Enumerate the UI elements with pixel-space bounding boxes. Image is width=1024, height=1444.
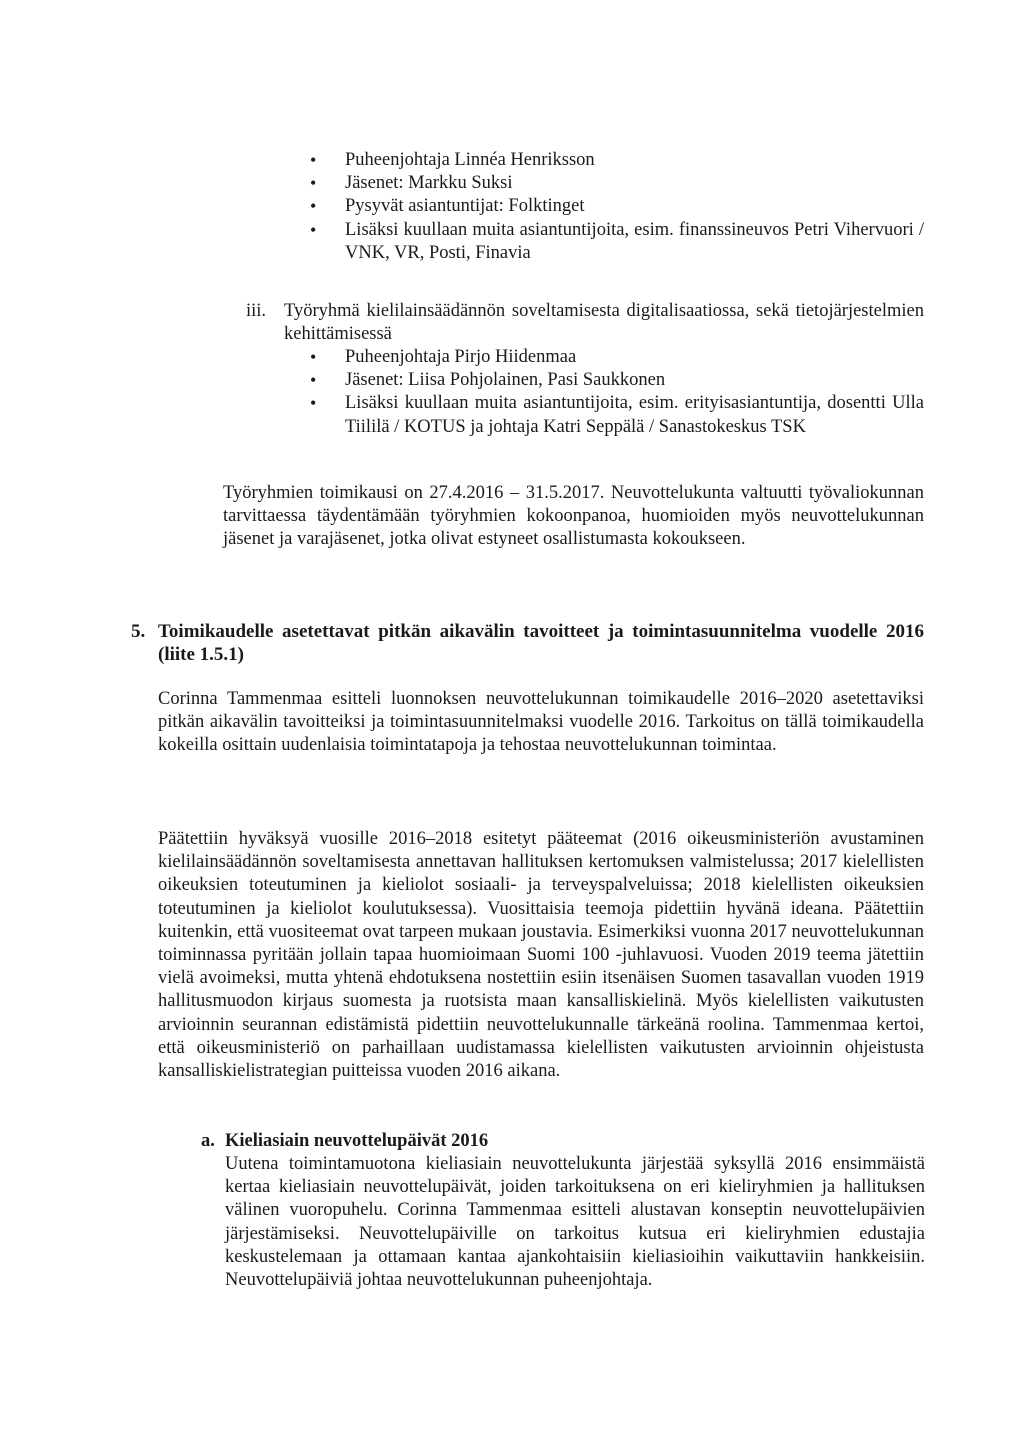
subsection-a-heading: Kieliasiain neuvottelupäivät 2016 xyxy=(225,1131,489,1151)
list-item: • Jäsenet: Liisa Pohjolainen, Pasi Saukkonen xyxy=(310,369,924,392)
list-item: • Lisäksi kuullaan muita asiantuntijoita, esim. finanssineuvos Petri Vihervuori / VNK, VR, Posti, Finavia xyxy=(310,219,924,265)
item-iii-title: Työryhmä kielilainsäädännön soveltamisesta digitalisaatiossa, sekä tietojärjestelmien kehittämisessä xyxy=(284,301,924,345)
list-item: • Pysyvät asiantuntijat: Folktinget xyxy=(310,195,924,218)
working-group-2-list xyxy=(310,149,924,265)
section-5-heading: Toimikaudelle asetettavat pitkän aikavälin tavoitteet ja toimintasuunnitelma vuodelle 2016 (liite 1.5.1) xyxy=(158,621,924,666)
section-5-paragraph-2: Päätettiin hyväksyä vuosille 2016–2018 esitetyt pääteemat (2016 oikeusministeriön avustaminen kielilainsäädännön soveltamisesta annettavan hallituksen kertomuksen valmistelussa; 2017 kielellisten oikeuksien toteutuminen ja kieliolot sosiaali- ja terveyspalveluissa; 2018 kielellisten oikeuksien toteutuminen ja kieliolot koulutuksessa). Vuosittaisia teemoja pidettiin hyvänä ideana. Päätettiin kuitenkin, että vuositeemat ovat tarpeen mukaan joustavia. Esimerkiksi vuonna 2017 neuvottelukunnan toiminnassa pyritään jollain tapaa huomioimaan Suomi 100 -juhlavuosi. Vuoden 2019 teema jätettiin vielä avoimeksi, mutta yhtenä ehdotuksena nostettiin esiin itsenäisen Suomen tasavallan vuoden 1919 hallitusmuodon kirjaus suomesta ja ruotsista maan kansalliskielinä. Myös kielellisten vaikutusten arvioinnin seurannan edistämistä pidettiin neuvottelukunnalle tärkeänä roolina. Tammenmaa kertoi, että oikeusministeriö on parhaillaan uudistamassa kielellisten vaikutusten arvioinnin ohjeistusta kansalliskielistrategian puitteissa vuoden 2016 aikana. xyxy=(158,829,924,1082)
subsection-a-label: a. xyxy=(201,1131,215,1151)
term-paragraph: Työryhmien toimikausi on 27.4.2016 – 31.5.2017. Neuvottelukunta valtuutti työvaliokunnan tarvittaessa täydentämään työryhmien kokoonpanoa, huomioiden myös neuvottelukunnan jäsenet ja varajäsenet, jotka olivat estyneet osallistumasta kokoukseen. xyxy=(223,483,924,550)
working-group-3-list xyxy=(310,346,924,439)
subsection-a-paragraph: Uutena toimintamuotona kieliasiain neuvottelukunta järjestää syksyllä 2016 ensimmäistä kertaa kieliasiain neuvottelupäivät, joiden tarkoituksena on eri kieliryhmien ja hallituksen välinen vuoropuhelu. Corinna Tammenmaa esitteli alustavan konseptin neuvottelupäivien järjestämiseksi. Neuvottelupäiville on tarkoitus kutsua eri kieliryhmien edustajia keskustelemaan ja ottamaan kantaa ajankohtaisiin kieliasioihin vaikuttaviin hankkeisiin. Neuvottelupäiviä johtaa neuvottelukunnan puheenjohtaja. xyxy=(225,1154,925,1291)
list-item: • Puheenjohtaja Pirjo Hiidenmaa xyxy=(310,346,924,369)
section-5-number: 5. xyxy=(131,621,146,642)
list-item: • Puheenjohtaja Linnéa Henriksson xyxy=(310,149,924,172)
section-5-paragraph-1: Corinna Tammenmaa esitteli luonnoksen neuvottelukunnan toimikaudelle 2016–2020 asetettaviksi pitkän aikavälin tavoitteiksi ja toimintasuunnitelmaksi vuodelle 2016. Tarkoitus on tällä toimikaudella kokeilla osittain uudenlaisia toimintatapoja ja tehostaa neuvottelukunnan toimintaa. xyxy=(158,689,924,756)
item-iii-numeral: iii. xyxy=(246,301,267,321)
list-item: • Lisäksi kuullaan muita asiantuntijoita, esim. erityisasiantuntija, dosentti Ulla Tiililä / KOTUS ja johtaja Katri Seppälä / Sanastokeskus TSK xyxy=(310,392,924,438)
list-item: • Jäsenet: Markku Suksi xyxy=(310,172,924,195)
